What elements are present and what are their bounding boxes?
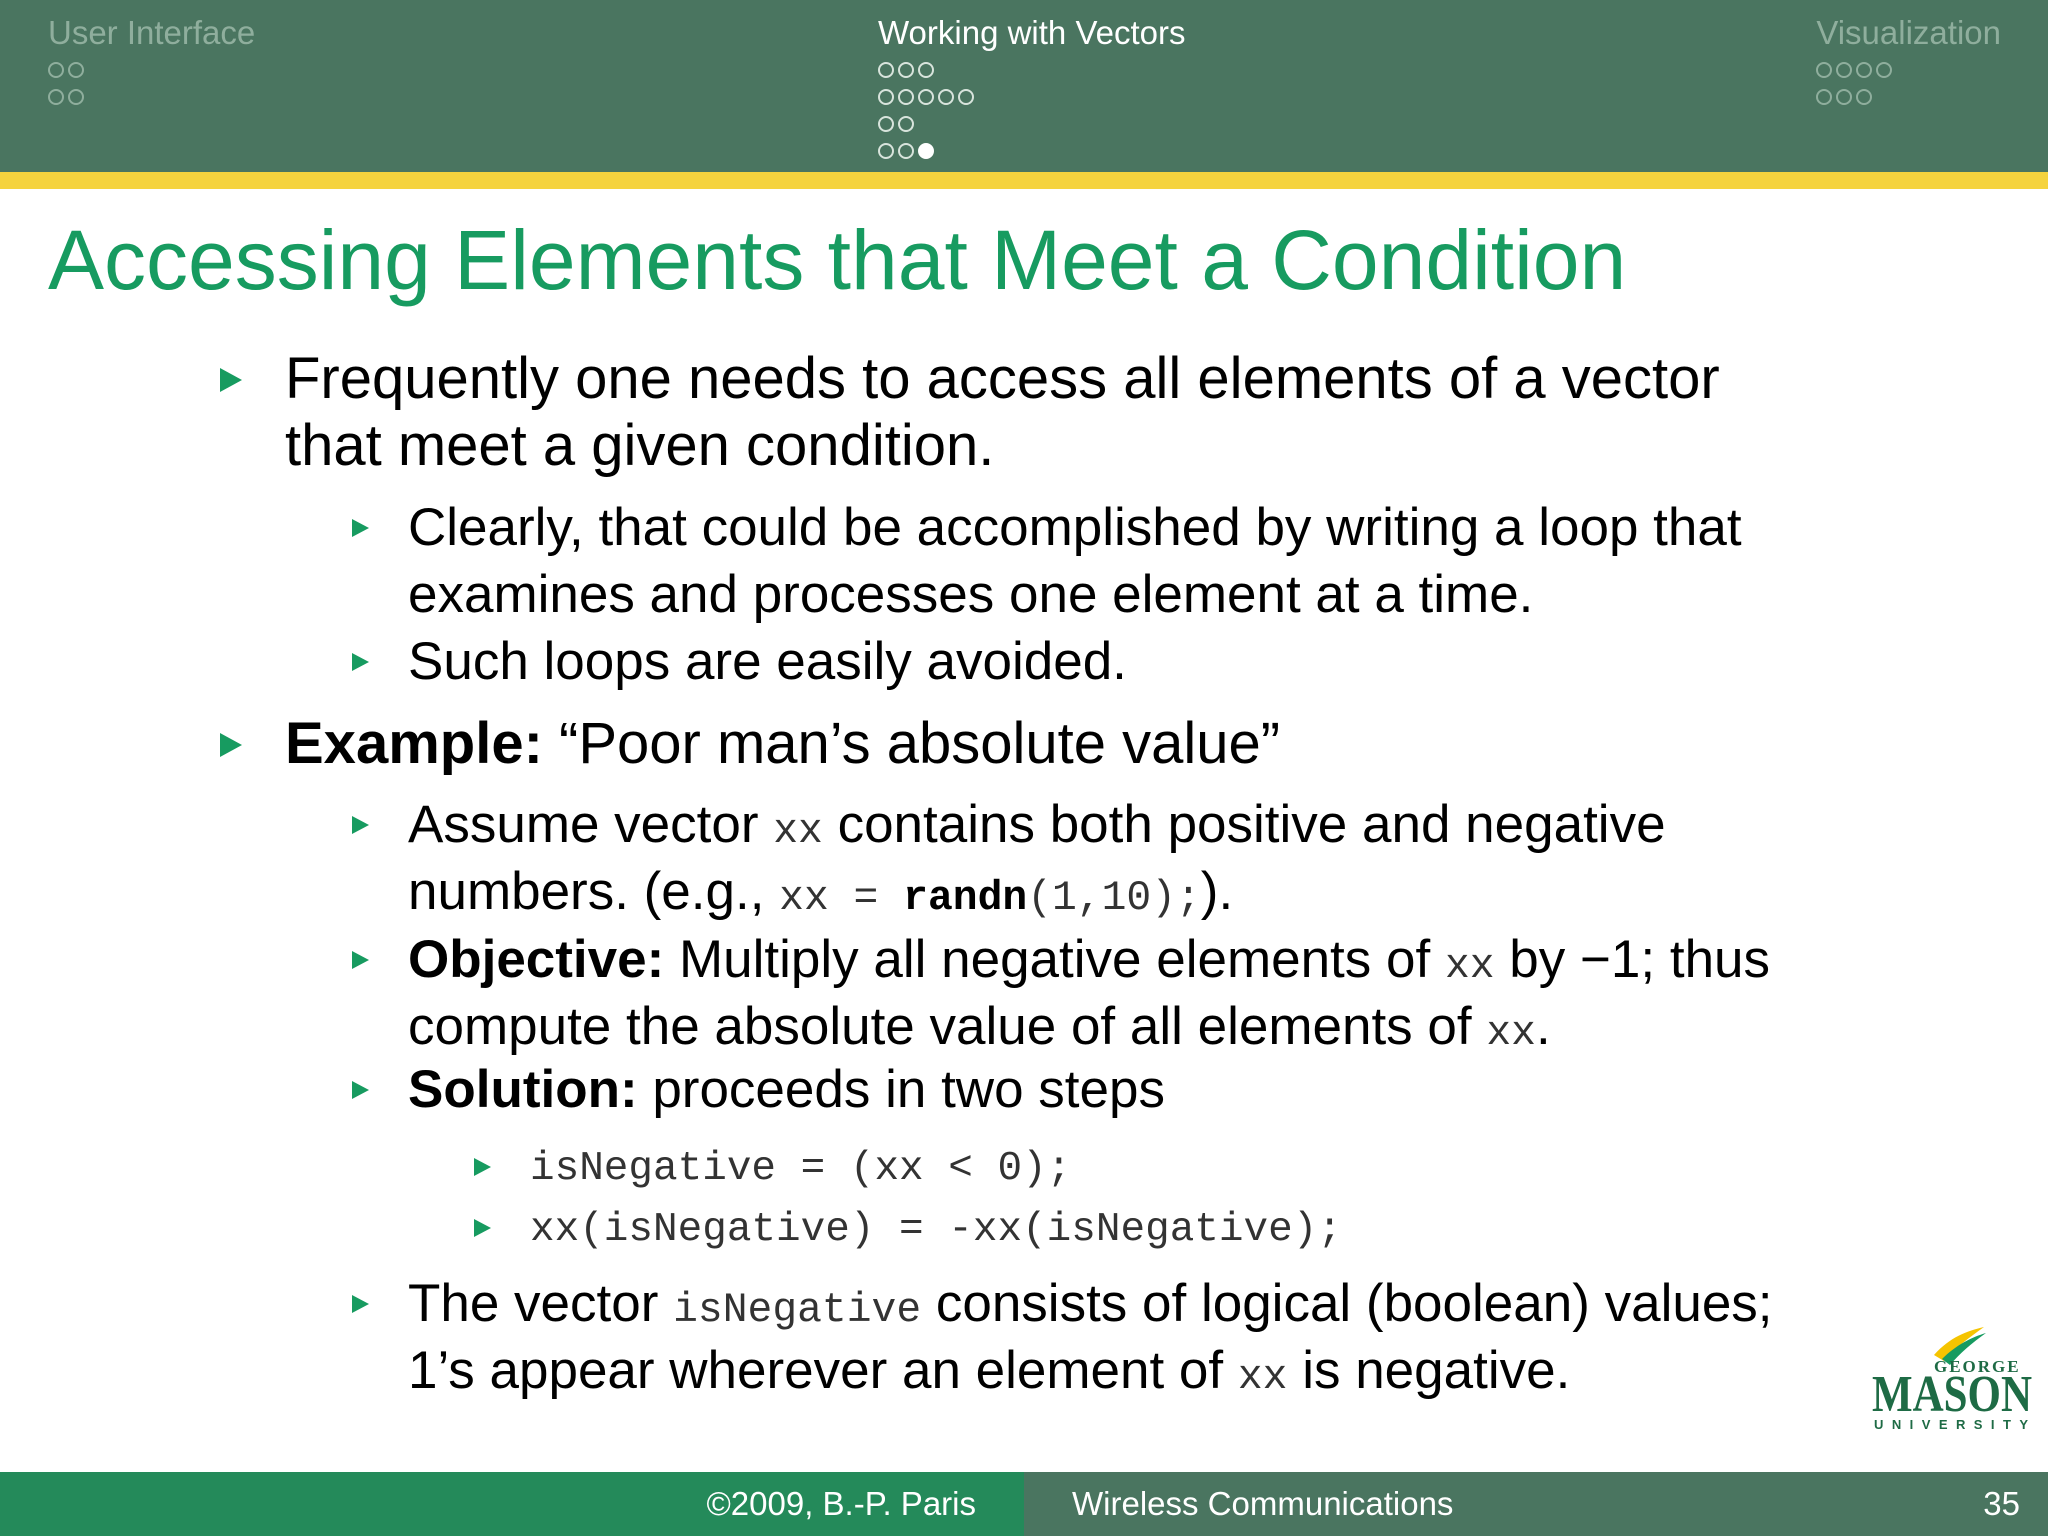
nav-dot[interactable] bbox=[938, 89, 954, 105]
nav-dot[interactable] bbox=[878, 89, 894, 105]
inline-code: xx bbox=[1237, 1355, 1288, 1401]
text-run: The vector bbox=[408, 1274, 674, 1333]
text-run: numbers. (e.g., bbox=[408, 862, 780, 921]
logo-text-bottom: UNIVERSITY bbox=[1874, 1417, 2028, 1432]
sub-bullet-triangle-icon bbox=[352, 653, 369, 671]
nav-title[interactable]: User Interface bbox=[48, 14, 256, 51]
inline-code: xx bbox=[773, 809, 823, 855]
header-bar bbox=[0, 0, 2048, 172]
nav-dot[interactable] bbox=[898, 143, 914, 159]
sub-bullet-text bbox=[408, 926, 1770, 1001]
text-run: compute the absolute value of all elements of bbox=[408, 997, 1487, 1056]
sub-bullet-text: examines and processes one element at a time. bbox=[408, 565, 1534, 624]
text-run: 1’s appear wherever an element of bbox=[408, 1341, 1238, 1400]
nav-section-user-interface[interactable] bbox=[48, 12, 255, 110]
nav-dot[interactable] bbox=[898, 62, 914, 78]
bold-label: Example: bbox=[285, 711, 543, 776]
text-run: ). bbox=[1200, 862, 1234, 921]
nav-dots bbox=[1816, 56, 2001, 110]
nav-dot[interactable] bbox=[918, 62, 934, 78]
nav-dot[interactable] bbox=[898, 116, 914, 132]
nav-dot[interactable] bbox=[48, 89, 64, 105]
code-function: randn bbox=[903, 876, 1028, 922]
nav-dot[interactable] bbox=[1856, 62, 1872, 78]
text-run: contains both positive and negative bbox=[822, 795, 1666, 854]
nav-dot[interactable] bbox=[1876, 62, 1892, 78]
footer-bar bbox=[0, 1472, 2048, 1536]
text-run: . bbox=[1535, 997, 1551, 1056]
sub-bullet-text bbox=[408, 1056, 1165, 1123]
nav-dot[interactable] bbox=[878, 116, 894, 132]
code-run: xx = bbox=[779, 876, 904, 922]
nav-dot[interactable] bbox=[48, 62, 64, 78]
header-stripe bbox=[0, 172, 2048, 189]
text-run: Assume vector bbox=[408, 795, 774, 854]
sub-bullet-text: Clearly, that could be accomplished by writing a loop that bbox=[408, 498, 1742, 557]
bullet-triangle-icon bbox=[220, 733, 242, 757]
logo-text-main: MASON bbox=[1872, 1366, 2032, 1423]
nav-dot[interactable] bbox=[878, 62, 894, 78]
george-mason-university-logo bbox=[1872, 1325, 2032, 1435]
bullet-text-rest: “Poor man’s absolute value” bbox=[542, 711, 1281, 776]
inline-code: xx bbox=[1444, 944, 1495, 990]
nav-title[interactable]: Visualization bbox=[1816, 14, 2001, 51]
sub-bullet-triangle-icon bbox=[352, 951, 369, 969]
bullet-triangle-icon bbox=[220, 368, 242, 392]
nav-dot[interactable] bbox=[958, 89, 974, 105]
bold-label: Objective: bbox=[408, 930, 665, 989]
nav-dot[interactable] bbox=[68, 62, 84, 78]
sub-bullet-text bbox=[408, 1337, 1570, 1412]
nav-dot[interactable] bbox=[1816, 62, 1832, 78]
footer-copyright: ©2009, B.-P. Paris bbox=[0, 1472, 1024, 1536]
text-run: proceeds in two steps bbox=[637, 1060, 1165, 1119]
sub-bullet-triangle-icon bbox=[352, 816, 369, 834]
footer-right bbox=[1024, 1472, 2048, 1536]
nav-dot[interactable] bbox=[878, 143, 894, 159]
bullet-text: that meet a given condition. bbox=[285, 413, 995, 478]
bold-label: Solution: bbox=[408, 1060, 638, 1119]
text-run: is negative. bbox=[1287, 1341, 1571, 1400]
inline-code: xx bbox=[1486, 1011, 1536, 1057]
sub-bullet-text bbox=[408, 791, 1666, 866]
nav-dot[interactable] bbox=[68, 89, 84, 105]
sub-bullet-triangle-icon bbox=[352, 1081, 369, 1099]
code-line: xx(isNegative) = -xx(isNegative); bbox=[530, 1207, 1342, 1253]
text-run: Multiply all negative elements of bbox=[664, 930, 1445, 989]
nav-dot[interactable] bbox=[898, 89, 914, 105]
slide-title: Accessing Elements that Meet a Condition bbox=[48, 213, 1627, 307]
sub-bullet-text bbox=[408, 858, 1233, 933]
nav-dot-current[interactable] bbox=[918, 143, 934, 159]
code-line: isNegative = (xx < 0); bbox=[530, 1146, 1072, 1192]
nav-dot[interactable] bbox=[918, 89, 934, 105]
nav-dots bbox=[878, 56, 1186, 164]
sub-bullet-triangle-icon bbox=[352, 519, 369, 537]
nav-dots bbox=[48, 56, 255, 110]
bullet-text bbox=[285, 710, 1280, 777]
page-number: 35 bbox=[1983, 1485, 2020, 1522]
code-run: (1,10); bbox=[1027, 876, 1201, 922]
nav-section-working-with-vectors[interactable] bbox=[878, 12, 1186, 164]
text-run: consists of logical (boolean) values; bbox=[921, 1274, 1773, 1333]
bullet-text: Frequently one needs to access all elements of a vector bbox=[285, 346, 1720, 411]
sub-sub-bullet-triangle-icon bbox=[474, 1219, 491, 1237]
footer-course-title: Wireless Communications bbox=[1072, 1485, 1454, 1522]
inline-code bbox=[779, 876, 1201, 922]
logo-text-top: GEORGE bbox=[1934, 1357, 2021, 1376]
nav-title[interactable]: Working with Vectors bbox=[878, 14, 1186, 51]
sub-bullet-text: Such loops are easily avoided. bbox=[408, 632, 1127, 691]
nav-dot[interactable] bbox=[1856, 89, 1872, 105]
nav-dot[interactable] bbox=[1836, 89, 1852, 105]
nav-dot[interactable] bbox=[1836, 62, 1852, 78]
text-run: by −1; thus bbox=[1494, 930, 1771, 989]
sub-bullet-text bbox=[408, 1270, 1773, 1345]
nav-section-visualization[interactable] bbox=[1816, 12, 2001, 110]
sub-bullet-triangle-icon bbox=[352, 1295, 369, 1313]
sub-sub-bullet-triangle-icon bbox=[474, 1158, 491, 1176]
inline-code: isNegative bbox=[673, 1288, 922, 1334]
nav-dot[interactable] bbox=[1816, 89, 1832, 105]
